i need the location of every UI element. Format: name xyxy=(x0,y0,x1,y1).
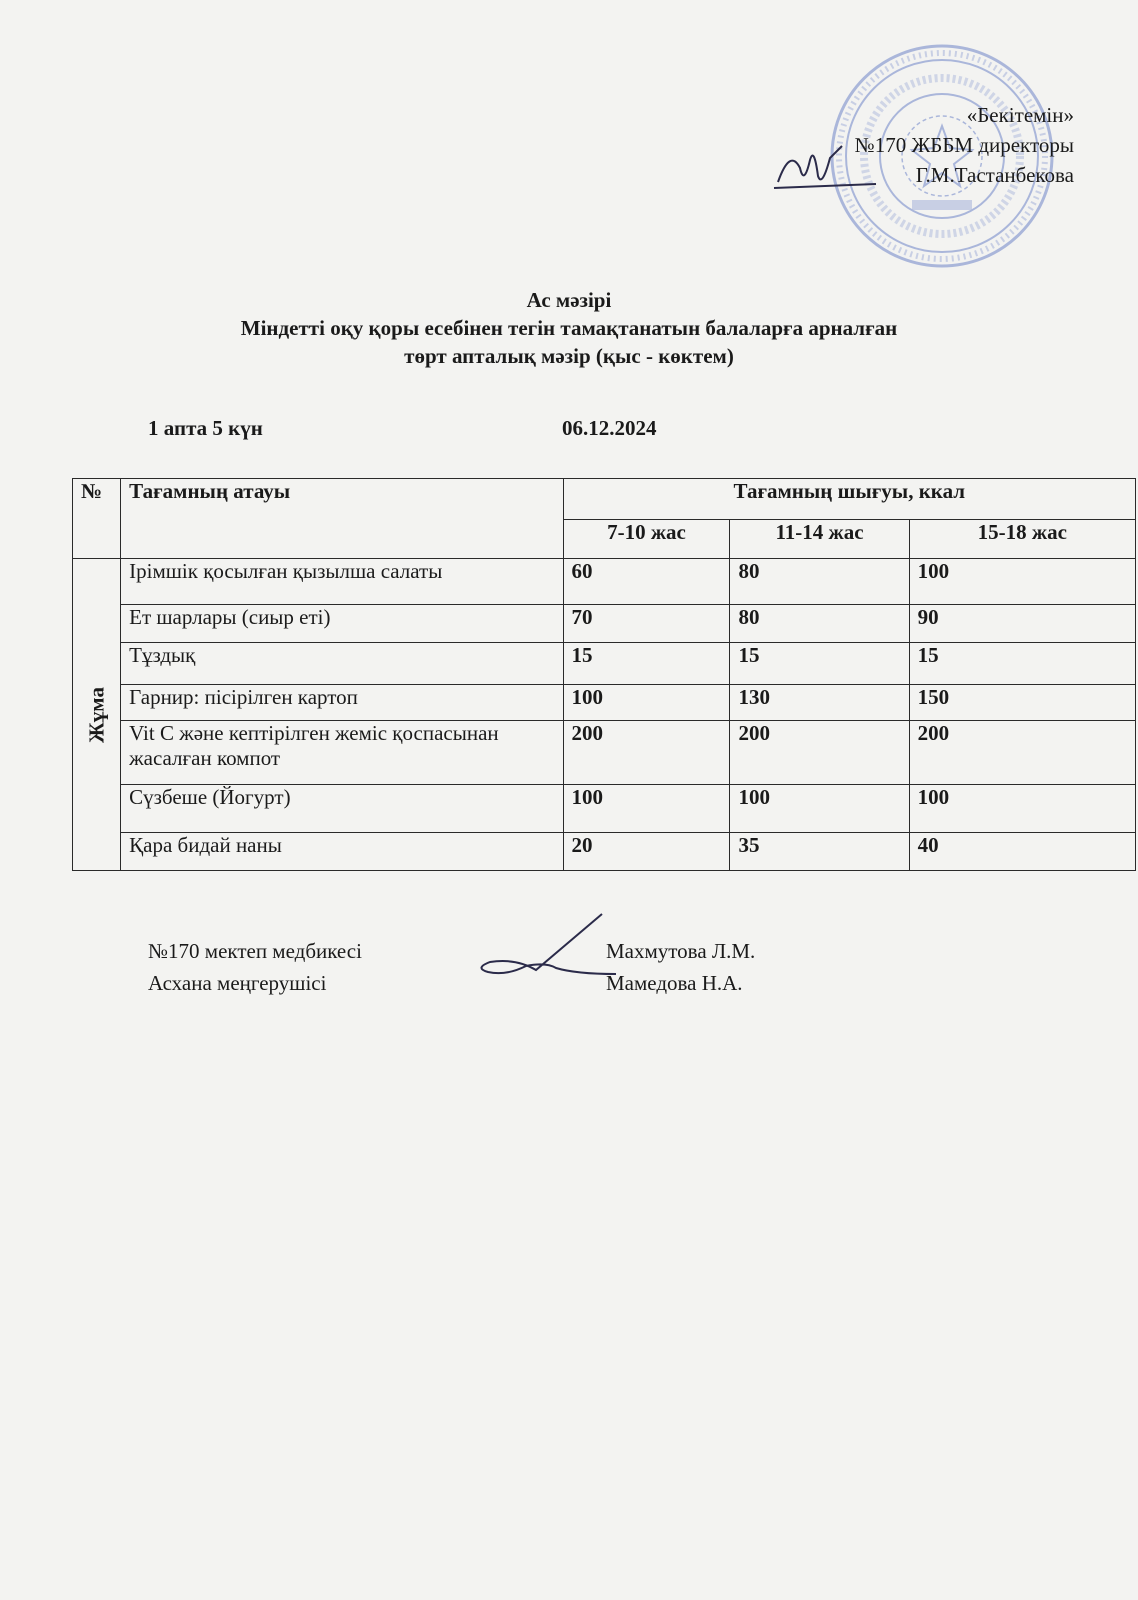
kcal-11-14: 100 xyxy=(730,785,909,833)
approval-position: №170 ЖББМ директоры xyxy=(854,133,1074,157)
dish-name: Сүзбеше (Йогурт) xyxy=(121,785,563,833)
day-label: Жұма xyxy=(84,686,109,743)
table-row xyxy=(73,833,1136,871)
kcal-15-18: 15 xyxy=(909,643,1135,685)
footer-names xyxy=(606,935,755,999)
title-line-3: төрт апталық мәзір (қыс - көктем) xyxy=(404,344,734,368)
name-canteen-head: Мамедова Н.А. xyxy=(606,971,743,995)
menu-table xyxy=(72,478,1136,871)
footer-roles xyxy=(148,935,362,999)
menu-date: 06.12.2024 xyxy=(562,416,657,440)
day-cell xyxy=(73,559,121,871)
kcal-15-18: 40 xyxy=(909,833,1135,871)
header-age-7-10: 7-10 жас xyxy=(563,520,730,559)
dish-name: Vit C және кептірілген жеміс қоспасынан жасалған компот xyxy=(121,721,563,785)
week-label: 1 апта 5 күн xyxy=(148,416,263,440)
dish-name: Қара бидай наны xyxy=(121,833,563,871)
kcal-7-10: 60 xyxy=(563,559,730,605)
kcal-7-10: 100 xyxy=(563,785,730,833)
kcal-15-18: 100 xyxy=(909,559,1135,605)
table-row xyxy=(73,559,1136,605)
dish-name: Ірімшік қосылған қызылша салаты xyxy=(121,559,563,605)
header-age-15-18: 15-18 жас xyxy=(909,520,1135,559)
header-dish-name: Тағамның атауы xyxy=(121,479,563,559)
kcal-15-18: 200 xyxy=(909,721,1135,785)
kcal-7-10: 200 xyxy=(563,721,730,785)
kcal-11-14: 80 xyxy=(730,605,909,643)
kcal-11-14: 130 xyxy=(730,685,909,721)
approval-name: Г.М.Тастанбекова xyxy=(915,163,1074,187)
kcal-11-14: 200 xyxy=(730,721,909,785)
kcal-7-10: 15 xyxy=(563,643,730,685)
kcal-7-10: 70 xyxy=(563,605,730,643)
table-row xyxy=(73,785,1136,833)
table-row xyxy=(73,721,1136,785)
dish-name: Гарнир: пісірілген картоп xyxy=(121,685,563,721)
approval-heading: «Бекітемін» xyxy=(966,103,1074,127)
kcal-15-18: 150 xyxy=(909,685,1135,721)
title-line-1: Ас мәзірі xyxy=(526,288,612,312)
table-row xyxy=(73,685,1136,721)
dish-name: Тұздық xyxy=(121,643,563,685)
kcal-11-14: 80 xyxy=(730,559,909,605)
kcal-15-18: 90 xyxy=(909,605,1135,643)
document-title xyxy=(0,286,1138,370)
table-header-row xyxy=(73,479,1136,520)
kcal-11-14: 35 xyxy=(730,833,909,871)
table-row xyxy=(73,643,1136,685)
kcal-15-18: 100 xyxy=(909,785,1135,833)
approval-block xyxy=(855,100,1074,190)
header-age-11-14: 11-14 жас xyxy=(730,520,909,559)
title-line-2: Міндетті оқу қоры есебінен тегін тамақтанатын балаларға арналған xyxy=(240,316,898,340)
kcal-11-14: 15 xyxy=(730,643,909,685)
kcal-7-10: 100 xyxy=(563,685,730,721)
role-nurse: №170 мектеп медбикесі xyxy=(148,939,362,963)
dish-name: Ет шарлары (сиыр еті) xyxy=(121,605,563,643)
kcal-7-10: 20 xyxy=(563,833,730,871)
nurse-signature-icon xyxy=(476,910,616,990)
table-row xyxy=(73,605,1136,643)
role-canteen-head: Асхана меңгерушісі xyxy=(148,971,327,995)
header-number: № xyxy=(73,479,121,559)
name-nurse: Махмутова Л.М. xyxy=(606,939,756,963)
header-output-kcal: Тағамның шығуы, ккал xyxy=(563,479,1135,520)
